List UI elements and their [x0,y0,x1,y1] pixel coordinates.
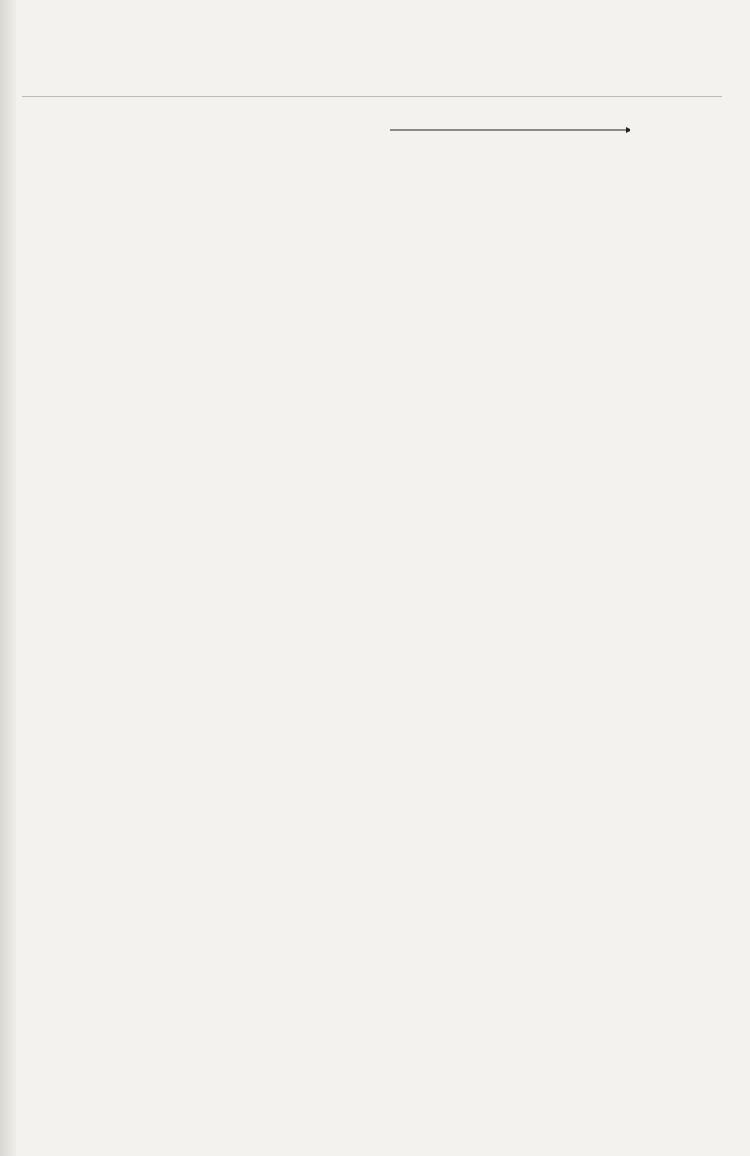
number-line-figure [390,114,630,140]
right-column [372,106,728,153]
book-spine-shadow [0,0,16,1156]
header-rule [22,96,722,97]
arrow-icon [626,127,630,133]
